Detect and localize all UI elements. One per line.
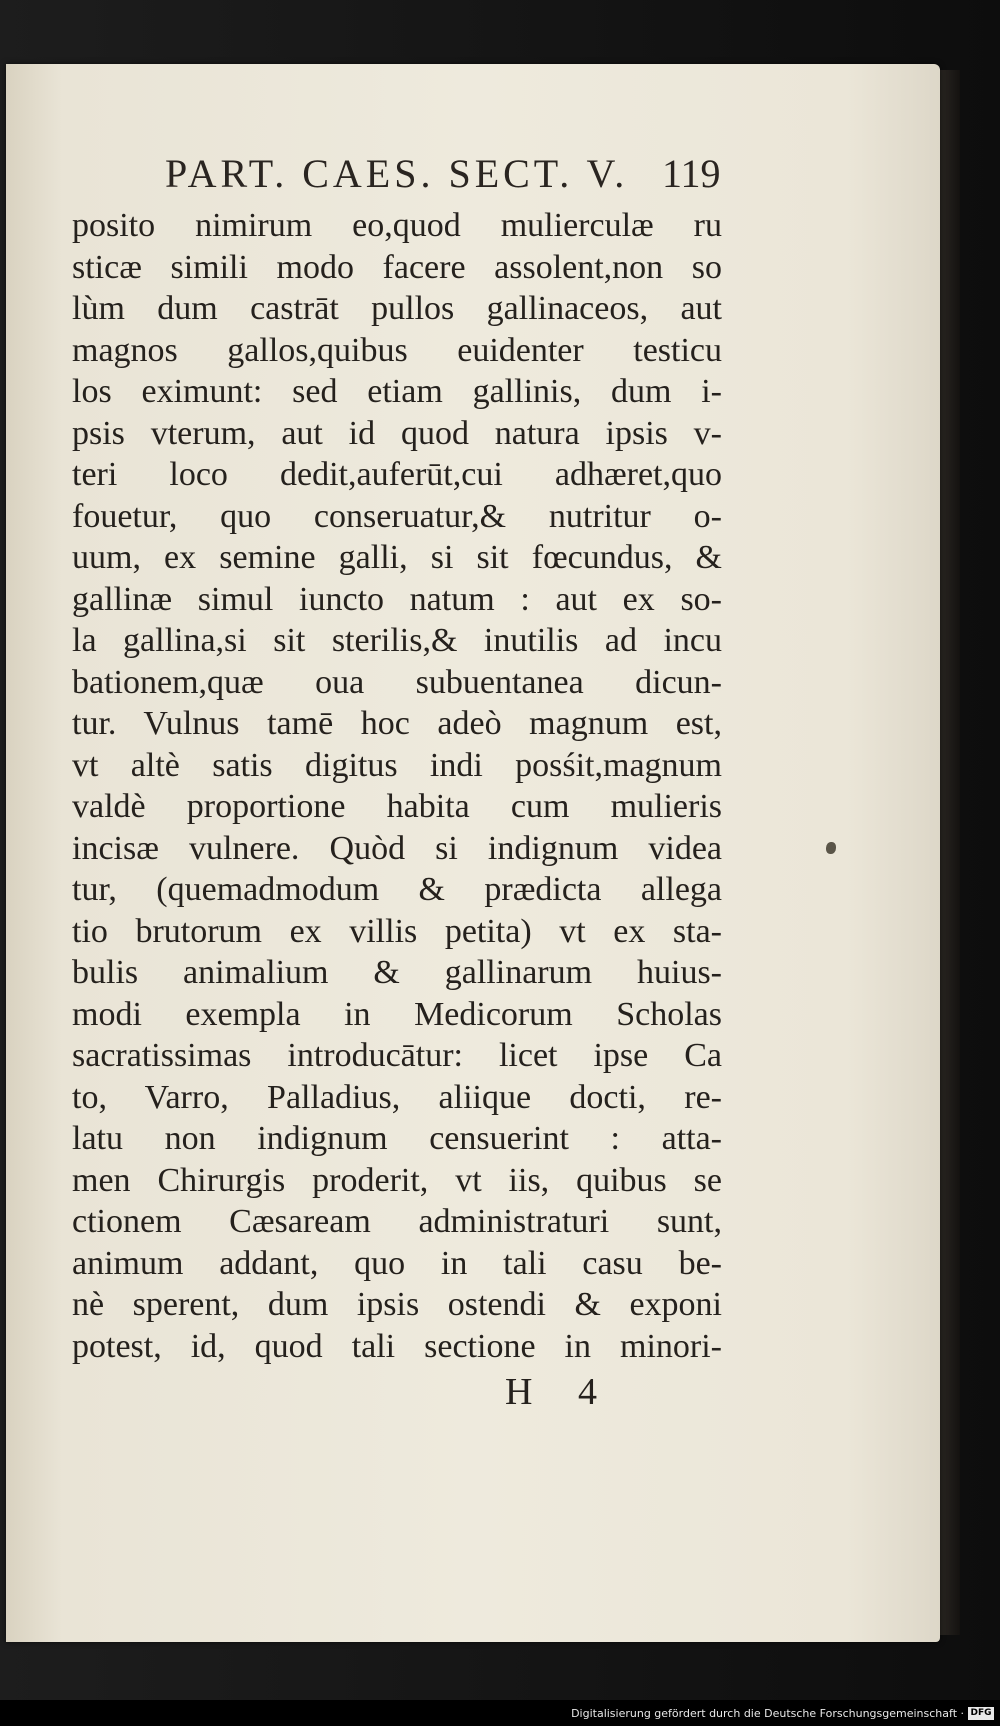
paper-speck bbox=[826, 842, 836, 854]
text-line: lùm dum castrāt pullos gallinaceos, aut bbox=[72, 290, 722, 327]
text-line: sticæ simili modo facere assolent,non so bbox=[72, 248, 722, 286]
signature-mark: H 4 bbox=[505, 1371, 615, 1413]
text-line: bulis animalium & gallinarum huius- bbox=[72, 954, 722, 991]
text-line: modi exempla in Medicorum Scholas bbox=[72, 995, 722, 1033]
page-edge bbox=[940, 70, 960, 1635]
dfg-logo: DFG bbox=[968, 1707, 994, 1720]
text-line: magnos gallos,quibus euidenter testicu bbox=[72, 331, 722, 369]
text-line: to, Varro, Palladius, aliique docti, re- bbox=[72, 1078, 722, 1116]
body-text bbox=[72, 205, 722, 1367]
text-line: potest, id, quod tali sectione in minori- bbox=[72, 1327, 722, 1365]
text-line: men Chirurgis proderit, vt iis, quibus se bbox=[72, 1161, 722, 1199]
page-number: 119 bbox=[662, 151, 721, 196]
text-line: ctionem Cæsaream administraturi sunt, bbox=[72, 1203, 722, 1240]
text-line: psis vterum, aut id quod natura ipsis v- bbox=[72, 414, 722, 452]
text-line: animum addant, quo in tali casu be- bbox=[72, 1244, 722, 1282]
text-line: uum, ex semine galli, si sit fœcundus, & bbox=[72, 539, 722, 576]
text-line: gallinæ simul iuncto natum : aut ex so- bbox=[72, 580, 722, 618]
text-line: valdè proportione habita cum mulieris bbox=[72, 788, 722, 825]
text-line: tur, (quemadmodum & prædicta allega bbox=[72, 871, 722, 908]
text-line: los eximunt: sed etiam gallinis, dum i- bbox=[72, 373, 722, 410]
text-line: sacratissimas introducātur: licet ipse Ca bbox=[72, 1037, 722, 1074]
text-line: incisæ vulnere. Quòd si indignum videa bbox=[72, 829, 722, 867]
text-line: vt altè satis digitus indi posśit,magnum bbox=[72, 746, 722, 784]
text-line: bationem,quæ oua subuentanea dicun- bbox=[72, 663, 722, 701]
text-line: tur. Vulnus tamē hoc adeò magnum est, bbox=[72, 705, 722, 742]
running-head: PART. CAES. SECT. V. bbox=[165, 151, 629, 196]
text-line: fouetur, quo conseruatur,& nutritur o- bbox=[72, 497, 722, 535]
text-line: teri loco dedit,auferūt,cui adhæret,quo bbox=[72, 456, 722, 493]
text-line: tio brutorum ex villis petita) vt ex sta- bbox=[72, 912, 722, 950]
digitization-credit: Digitalisierung gefördert durch die Deutsche Forschungsgemeinschaft · bbox=[571, 1707, 964, 1720]
text-line: la gallina,si sit sterilis,& inutilis ad incu bbox=[72, 622, 722, 659]
text-line: nè sperent, dum ipsis ostendi & exponi bbox=[72, 1286, 722, 1323]
text-line: latu non indignum censuerint : atta- bbox=[72, 1120, 722, 1157]
text-line: posito nimirum eo,quod mulierculæ ru bbox=[72, 207, 722, 244]
